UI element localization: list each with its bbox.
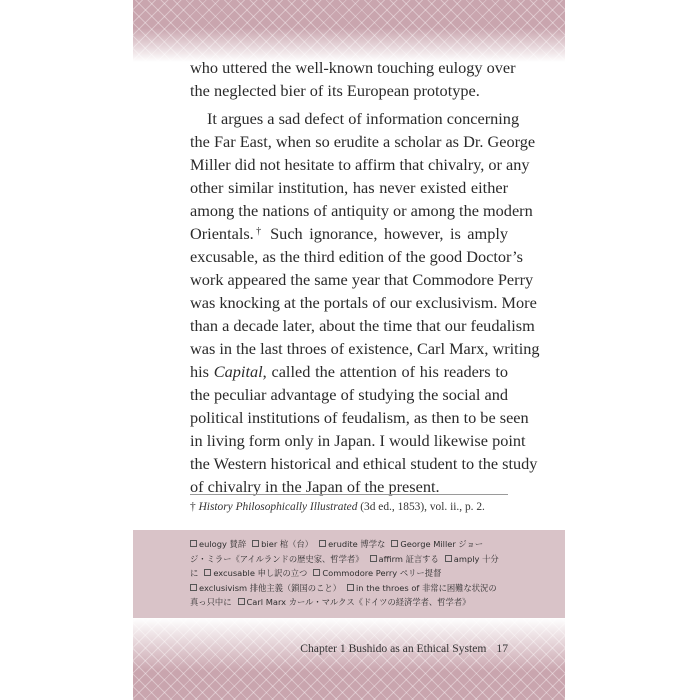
text-line: work appeared the same year that Commodore Perry — [190, 270, 534, 289]
footnote-title: History Philosophically Illustrated — [198, 501, 358, 513]
checkbox-square-icon — [252, 540, 259, 547]
running-footer — [190, 642, 508, 656]
checkbox-square-icon — [313, 569, 320, 576]
vocabulary-entry — [445, 554, 499, 564]
book-page — [133, 0, 565, 700]
vocabulary-entry — [190, 597, 232, 607]
page-number: 17 — [496, 642, 508, 655]
text-line: in living form only in Japan. I would likewise point — [190, 431, 526, 450]
vocabulary-entry — [313, 568, 441, 578]
vocabulary-entry — [238, 597, 471, 607]
vocabulary-text: George Miller ジョー — [400, 539, 484, 549]
text-line: who uttered the well-known touching eulogy over — [190, 58, 516, 77]
vocabulary-text: exclusivism 排他主義（鎖国のこと） — [199, 582, 341, 593]
text-line: the neglected bier of its European prototype. — [190, 81, 480, 100]
footnote — [190, 500, 508, 514]
checkbox-square-icon — [238, 598, 245, 605]
text-line — [190, 360, 508, 383]
vocabulary-list — [190, 537, 510, 610]
text-segment: , called the attention of his readers to — [262, 362, 508, 381]
text-line: excusable, as the third edition of the good Doctor’s — [190, 247, 523, 266]
checkbox-square-icon — [190, 540, 197, 547]
decorative-footer-band — [133, 618, 565, 700]
text-segment: his — [190, 362, 210, 381]
text-line — [190, 222, 508, 245]
checkbox-square-icon — [319, 540, 326, 547]
vocabulary-text: erudite 博学な — [328, 539, 386, 549]
footnote-reference[interactable]: † — [253, 226, 264, 237]
vocabulary-line — [190, 566, 510, 581]
vocabulary-text: excusable 申し訳の立つ — [213, 568, 308, 578]
text-segment: Orientals. — [190, 224, 254, 243]
footnote-citation: (3d ed., 1853), vol. ii., p. 2. — [357, 501, 485, 513]
text-line: the Western historical and ethical student to the study — [190, 454, 538, 473]
vocabulary-text: ジ・ミラー《アイルランドの歴史家、哲学者》 — [190, 553, 364, 564]
footnote-mark: † — [190, 501, 196, 513]
vocabulary-text: affirm 証言する — [378, 553, 439, 564]
checkbox-square-icon — [445, 555, 452, 562]
vocabulary-entry — [370, 554, 439, 564]
vocabulary-text: amply 十分 — [453, 553, 499, 564]
vocabulary-text: eulogy 賛辞 — [199, 539, 247, 549]
footnote-divider — [190, 494, 508, 495]
text-line: political institutions of feudalism, as then to be seen — [190, 408, 529, 427]
vocabulary-text: Carl Marx カール・マルクス《ドイツの経済学者、哲学者》 — [246, 597, 471, 607]
vocabulary-line — [190, 595, 510, 610]
vocabulary-entry — [204, 568, 307, 578]
checkbox-square-icon — [370, 555, 377, 562]
text-line: other similar institution, has never existed either — [190, 178, 508, 197]
vocabulary-text: に — [190, 568, 199, 578]
checkbox-square-icon — [347, 584, 354, 591]
vocabulary-text: 真っ只中に — [190, 597, 232, 607]
text-segment: Such ignorance, however, is amply — [263, 224, 508, 243]
vocabulary-line — [190, 581, 510, 596]
vocabulary-box — [133, 530, 565, 630]
vocabulary-entry — [190, 539, 246, 549]
text-line: It argues a sad defect of information concerning — [207, 109, 520, 128]
book-title-italic: Capital — [213, 362, 263, 381]
vocabulary-text: bier 棺（台） — [261, 539, 314, 549]
vocabulary-entry — [391, 539, 483, 549]
vocabulary-entry — [190, 568, 198, 578]
vocabulary-line — [190, 552, 510, 567]
body-text — [190, 56, 540, 498]
text-line: was knocking at the portals of our exclusivism. More — [190, 293, 537, 312]
checkbox-square-icon — [204, 569, 211, 576]
vocabulary-line — [190, 537, 510, 552]
vocabulary-entry — [190, 583, 341, 593]
text-line: was in the last throes of existence, Carl Marx, writing — [190, 339, 540, 358]
decorative-header-band — [133, 0, 565, 62]
chapter-title: Chapter 1 Bushido as an Ethical System — [300, 642, 487, 655]
vocabulary-text: Commodore Perry ペリー提督 — [322, 568, 442, 578]
text-line: the peculiar advantage of studying the social and — [190, 385, 508, 404]
text-line: among the nations of antiquity or among the modern — [190, 201, 533, 220]
vocabulary-entry — [347, 583, 497, 593]
vocabulary-entry — [252, 539, 313, 549]
text-line: than a decade later, about the time that our feudalism — [190, 316, 535, 335]
text-line: the Far East, when so erudite a scholar as Dr. George — [190, 132, 536, 151]
vocabulary-entry — [319, 539, 385, 549]
vocabulary-text: in the throes of 非常に困難な状況の — [356, 582, 497, 593]
text-line: Miller did not hesitate to affirm that chivalry, or any — [190, 155, 530, 174]
text-line: of chivalry in the Japan of the present. — [190, 477, 440, 496]
checkbox-square-icon — [391, 540, 398, 547]
vocabulary-entry — [190, 554, 364, 564]
checkbox-square-icon — [190, 584, 197, 591]
